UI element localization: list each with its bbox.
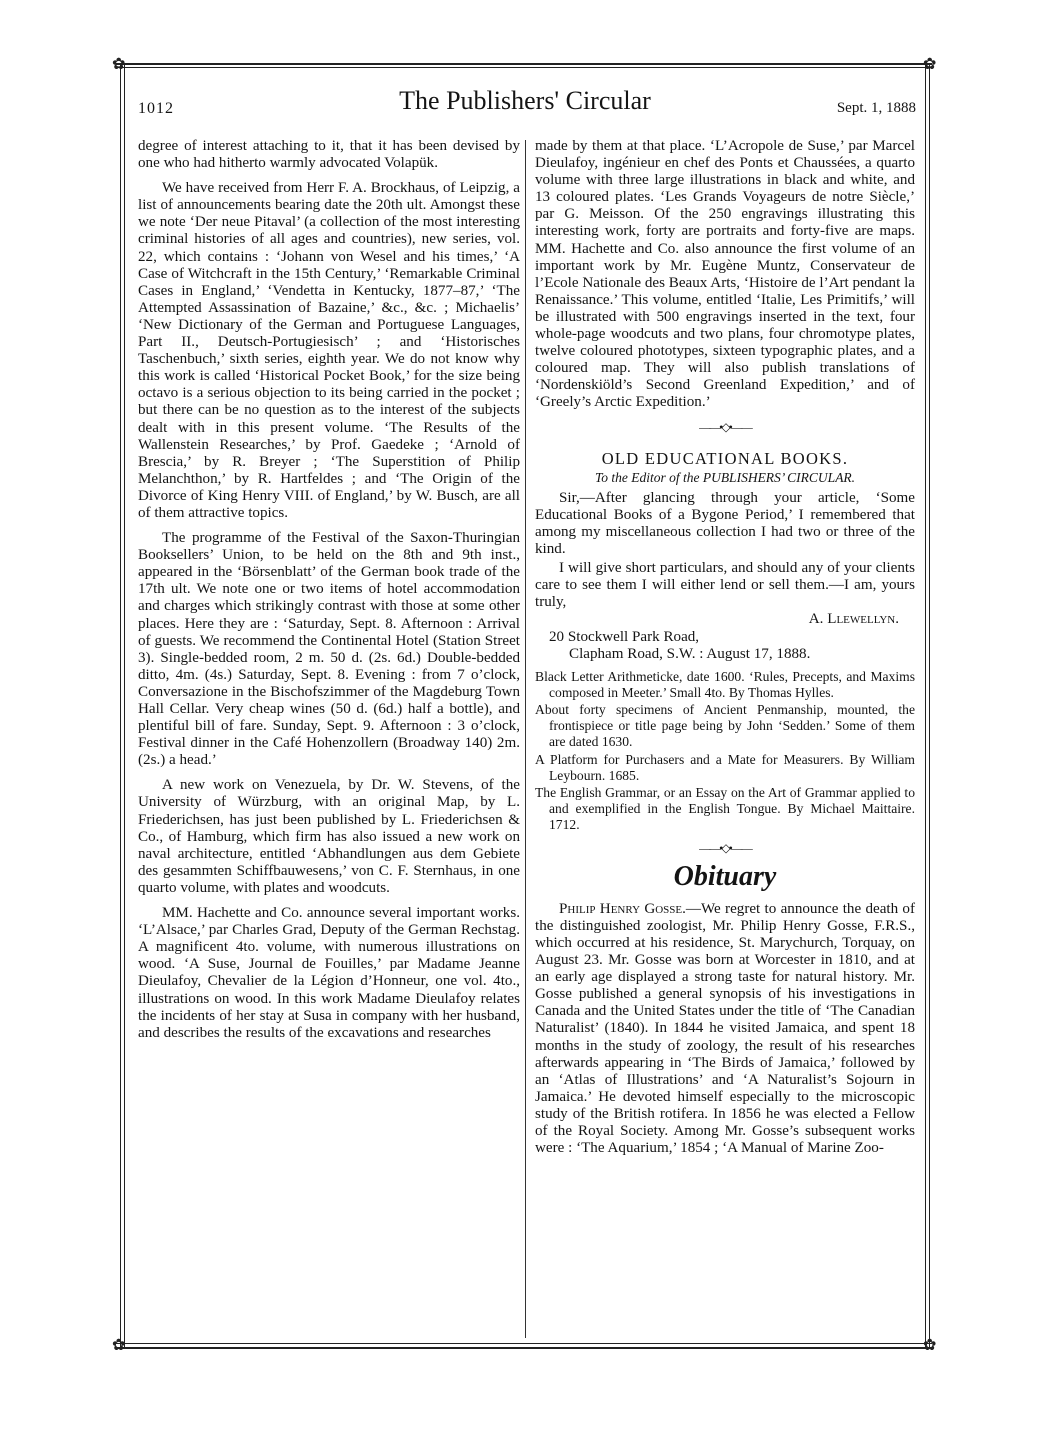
paragraph-venezuela: A new work on Venezuela, by Dr. W. Stevens, of the University of Würzburg, with an original Map, by L. Friederichsen, has just been published by L. Friederichsen & Co., of Hamburg, which firm has also issued a new work on naval architecture, entitled ‘Abhandlungen aus dem Gebiete des gesammten Schiffbauwesens,’ von C. F. Sternhaus, in one quarto volume, with plates and woodcuts. (138, 777, 520, 896)
letter-signature: A. Llewellyn. (808, 611, 899, 628)
list-item: A Platform for Purchasers and a Mate for Measurers. By William Leybourn. 1685. (535, 751, 915, 783)
page-number: 1012 (138, 100, 174, 117)
right-border-rule (929, 63, 930, 1349)
paragraph-brockhaus: We have received from Herr F. A. Brockhaus, of Leipzig, a list of announcements bearing date the 20th ult. Amongst these we note ‘Der neue Pitaval’ (a collection of the most interesting criminal histories of all ages and countries), new series, vol. 22, which contains : ‘Johann von Wesel and his times,’ ‘A Case of Witchcraft in the 15th Century,’ ‘Remarkable Criminal Cases in England,’ ‘Vendetta in Kentucky, 1877–87,’ ‘The Attempted Assassination of Bazaine,’ &c., &c. ; Michaelis’ ‘New Dictionary of the German and Portuguese Languages, Part II., Deutsch-Portugiesisch’ ; and ‘Historisches Taschenbuch,’ sixth series, eighth year. We do not know why this work is called ‘Historical Pocket Book,’ for the size being octavo is a serious objection to its being carried in the pocket ; but there can be no question as to the interest of the subjects dealt with in this present volume. ‘The Results of the Wallenstein Researches,’ by Prof. Gaedeke ; ‘Arnold of Brescia,’ by R. Breyer ; ‘The Superstition of Philip Melanchthon,’ by R. Hartfeldes ; and ‘The Origin of the Divorce of King Henry VIII. of England,’ by W. Busch, are all of them attractive topics. (138, 180, 520, 521)
book-list (535, 669, 915, 833)
letter-address-date: Clapham Road, S.W. : August 17, 1888. (569, 645, 811, 662)
left-border-rule-inner (124, 63, 125, 1349)
left-column (138, 138, 520, 1042)
top-border-rule-inner (116, 67, 932, 68)
left-border-rule (120, 63, 121, 1349)
letter-address: 20 Stockwell Park Road, (549, 628, 700, 645)
list-item: The English Grammar, or an Essay on the Art of Grammar applied to and exemplified in the English Tongue. By Michael Maittaire. 1712. (535, 785, 915, 832)
paragraph-hachette-continued: made by them at that place. ‘L’Acropole de Suse,’ par Marcel Dieulafoy, ingénieur en chef des Ponts et Chaussées, a quarto volume with three large illustrations in black and white, and 13 coloured plates. ‘Les Grands Voyageurs de notre Siècle,’ par G. Meisson. Of the 250 engravings illustrating this interesting work, forty are portraits and forty-five are maps. MM. Hachette and Co. also announce the first volume of an important work by Mr. Eugène Muntz, Conservateur de l’Ecole Nationale des Beaux Arts, ‘Histoire de l’Art pendant la Renaissance.’ This volume, entitled ‘Italie, Les Primitifs,’ will be illustrated with 500 engravings inserted in the text, four whole-page woodcuts and two plans, four chromotype plates, twelve coloured phototypes, sixteen typographic plates, and a coloured map. They will also publish translations of ‘Nordenskiöld’s Second Greenland Expedition,’ and of ‘Greely’s Arctic Expedition.’ (535, 138, 915, 411)
corner-ornament-icon: ✿ (112, 1337, 126, 1354)
list-item: Black Letter Arithmeticke, date 1600. ‘Rules, Precepts, and Maxims composed in Meeter.’ Small 4to. By Thomas Hylles. (535, 668, 915, 700)
corner-ornament-icon: ✿ (112, 56, 126, 73)
section-heading-old-educational-books: OLD EDUCATIONAL BOOKS. (601, 448, 849, 468)
obituary-text: —We regret to announce the death of the distinguished zoologist, Mr. Philip Henry Gosse, F.R.S., which occurred at his residence, St. Marychurch, Torquay, on August 23. Mr. Gosse was born at Worcester in 1810, and at an early age displayed a strong taste for natural history. Mr. Gosse published a general synopsis of his investigations in Canada and the United States under the title of ‘The Canadian Naturalist’ (1840). In 1844 he visited Jamaica, and spent 18 months in the study of zoology, the result of his researches afterwards appearing in ‘The Birds of Jamaica,’ followed by an ‘Atlas of Illustrations’ and ‘A Naturalist’s Sojourn in Jamaica.’ He devoted himself especially to the microscopic study of the British rotifera. In 1856 he was elected a Fellow of the Royal Society. Among Mr. Gosse’s subsequent works were : ‘The Aquarium,’ 1854 ; ‘A Manual of Marine Zoo- (535, 900, 916, 1157)
paragraph-volapuk-continued: degree of interest attaching to it, that it has been devised by one who had hitherto warmly advocated Volapük. (138, 138, 520, 172)
top-border-rule (116, 63, 932, 65)
section-separator: ——•◇•—— (699, 840, 751, 855)
letter-paragraph: I will give short particulars, and should any of your clients care to see them I will either lend or sell them.—I am, yours truly, (535, 560, 915, 611)
corner-ornament-icon: ✿ (923, 56, 937, 73)
section-heading-obituary: Obituary (673, 860, 777, 892)
paragraph-hachette: MM. Hachette and Co. announce several important works. ‘L’Alsace,’ par Charles Grad, Deputy of the German Rechstag. A magnificent 4to. volume, with numerous illustrations on wood. ‘A Suse, Journal de Fouilles,’ par Madame Jeanne Dieulafoy, Chevalier de la Légion d’Honneur, one vol. 4to., illustrations on wood. In this work Madame Dieulafoy relates the incidents of her stay at Susa in company with her husband, and describes the results of the excavations and researches (138, 905, 520, 1041)
paragraph-festival-programme: The programme of the Festival of the Saxon-Thuringian Booksellers’ Union, to be held on the 8th and 9th inst., appeared in the ‘Börsenblatt’ of the German book trade of the 17th ult. We note one or two items of hotel accommodation and charges which strikingly contrast with those at some other places. Here they are : ‘Saturday, Sept. 8. Afternoon : Arrival of guests. We recommend the Continental Hotel (Station Street 3). Single-bedded room, 2 m. 50 d. (2s. 6d.) Double-bedded ditto, 4m. (4s.) Saturday, Sept. 8. Evening : from 7 o’clock, Conversazione in the Bischofszimmer of the Magdeburg Town Hall Cellar. Very cheap wines (50 d. (6d.) half a bottle), and plentiful bill of fare. Sunday, Sept. 9. Afternoon : 3 o’clock, Festival dinner in the Café Hohenzollern (Broadway 140) 2m. (2s.) a head.’ (138, 530, 520, 769)
column-divider (525, 140, 526, 1338)
bottom-border-rule (116, 1347, 932, 1349)
section-separator: ——•◇•—— (699, 419, 751, 434)
running-header (130, 86, 920, 126)
letter-paragraph: Sir,—After glancing through your article, ‘Some Educational Books of a Bygone Period,’ I remembered that among my miscellaneous collection I had two or three of the kind. (535, 489, 915, 558)
letter-addressee: To the Editor of the PUBLISHERS’ CIRCULAR. (594, 469, 856, 485)
obituary-name: Philip Henry Gosse. (559, 900, 686, 917)
right-border-rule-inner (925, 63, 926, 1349)
list-item: About forty specimens of Ancient Penmanship, mounted, the frontispiece or title page being by John ‘Sedden.’ Some of them are dated 1630. (535, 702, 915, 749)
corner-ornament-icon: ✿ (923, 1337, 937, 1354)
bottom-border-rule-inner (116, 1343, 932, 1344)
issue-date: Sept. 1, 1888 (836, 100, 916, 116)
right-column (535, 138, 915, 1157)
publication-title: The Publishers' Circular (399, 86, 651, 115)
obituary-paragraph (535, 901, 915, 1157)
